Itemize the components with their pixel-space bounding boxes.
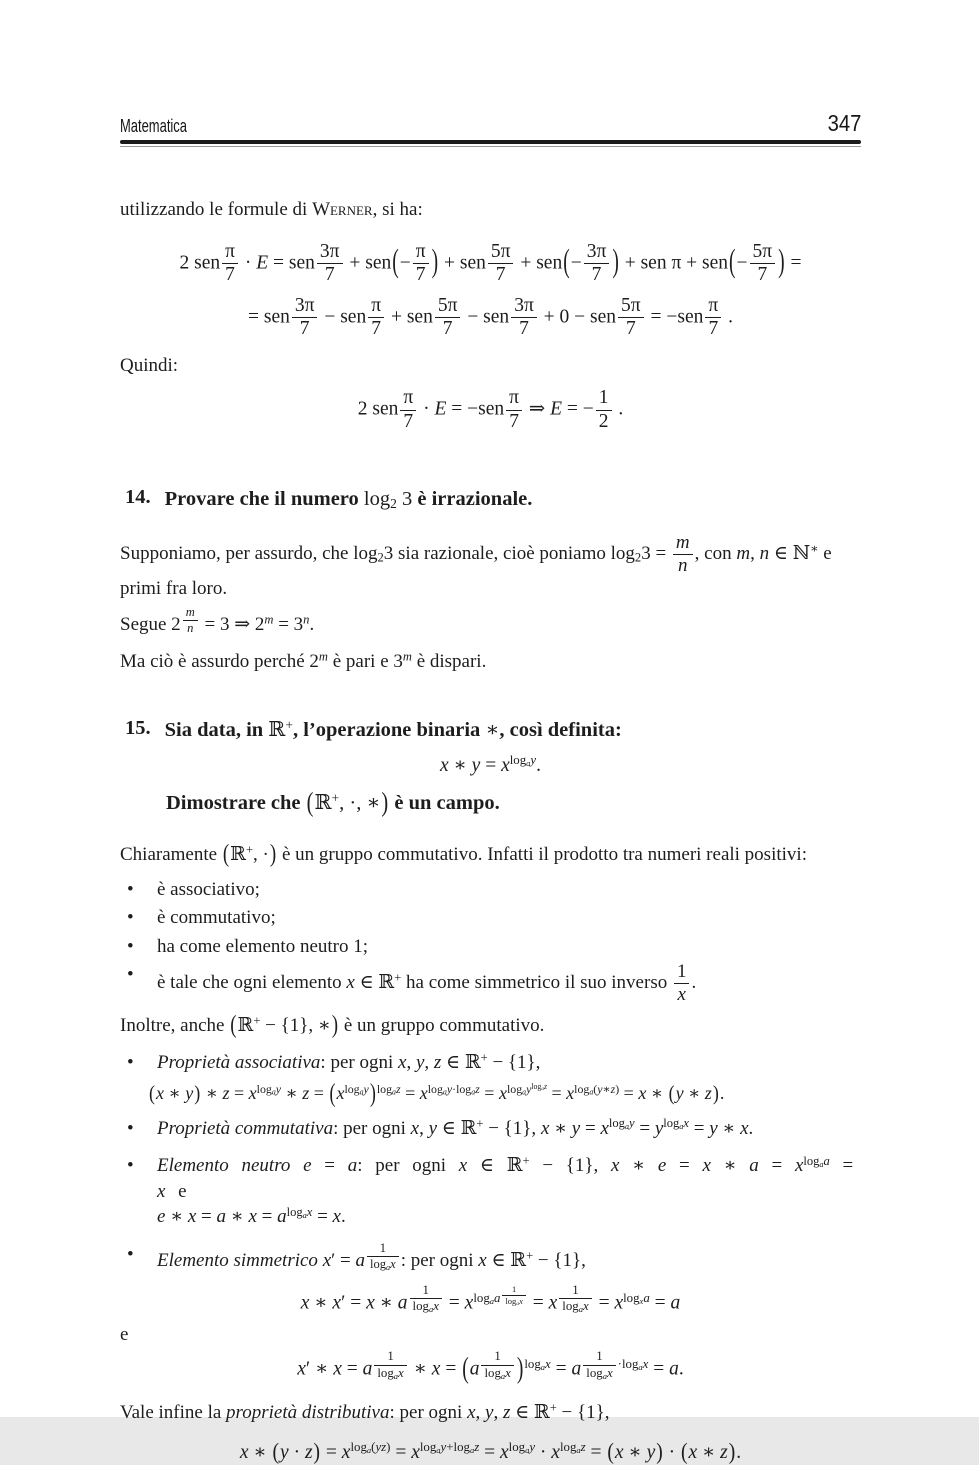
problem-14-paragraph-3: Ma ciò è assurdo perché 2$^m$ è pari e 3$^m$ è dispari. bbox=[120, 649, 487, 672]
werner-intro-line: utilizzando le formule di Werner, si ha: bbox=[120, 199, 423, 220]
proprieta-commutativa-text: Proprietà commutativa: per ogni x, y ∈ ℝ+ − {1}, x ∗ $y = x^{logay} = y^{logax} = y$ ∗ x. bbox=[157, 1116, 754, 1139]
elemento-neutro-line2: e ∗ x = a ∗ $x = a^{logax} = x$. bbox=[157, 1205, 346, 1228]
bullet-elemento-neutro bbox=[120, 934, 861, 960]
equation-result-E: 2 sen $\frac{\pi}{7}$ · E = −sen $\frac{\pi}{7}$ ⇒ E = − $\frac{1}{2}$ . bbox=[357, 387, 624, 432]
problem-15-subtitle: Dimostrare che (ℝ+, ·, ∗) è un campo. bbox=[166, 788, 500, 818]
problem-14-title: Provare che il numero log2 3 è irrazionale. bbox=[164, 488, 533, 511]
equation-operation-definition: x ∗ $y = x^{logay}$. bbox=[439, 753, 541, 776]
elemento-neutro-proof bbox=[157, 1153, 861, 1230]
bullet-icon bbox=[120, 962, 157, 1005]
header-rule bbox=[120, 140, 861, 144]
bullet-simmetrico-inverso-text: è tale che ogni elemento x ∈ ℝ+ ha come simmetrico il suo inverso $\frac{1}{x}$ . bbox=[157, 961, 697, 1006]
bullet-proprieta-commutativa bbox=[120, 1116, 861, 1142]
bullet-icon bbox=[120, 1116, 157, 1142]
problem-14-paragraph-2: Segue 2 $^{\frac{m}{n}}$ = 3 ⇒ $2^m = 3^n$. bbox=[120, 605, 315, 636]
bullet-commutativo-text: è commutativo; bbox=[157, 907, 276, 929]
equation-simmetrico-1: x ∗ x′ = x ∗ a $^{\frac{1}{\text{logax}}}$ = $x^{logaa ^{\frac{1}{\text{logax}}}}$ = x $^{\frac{1}{\text{logax}}}$ = $x^{logxa} = a$ bbox=[300, 1282, 681, 1314]
equation-werner-line2: = sen $\frac{3\pi}{7}$ − sen $\frac{\pi}{7}$ + sen $\frac{5\pi}{7}$ − sen $\frac{3\pi}{7}$ + 0 − sen $\frac{5\pi}{7}$ = −sen $\frac{\pi}{7}$ . bbox=[247, 294, 734, 339]
quindi-label: Quindi: bbox=[120, 355, 179, 377]
problem-14-paragraph-1: Supponiamo, per assurdo, che log23 sia razionale, cioè poniamo log23 = $\frac{m}{n}$ , con m, n ∈ ℕ∗ e primi fra loro. bbox=[120, 531, 832, 599]
problem-14-heading bbox=[125, 486, 861, 513]
problem-14-number: 14. bbox=[125, 486, 151, 508]
elemento-neutro-line1: Elemento neutro e = a: per ogni x ∈ ℝ+ − {1}, x ∗ e = x ∗ $a = x^{logaa} = x$ e bbox=[157, 1153, 854, 1202]
bullet-commutativo bbox=[120, 905, 861, 931]
chiaramente-line: Chiaramente (ℝ+, ·) è un gruppo commutativo. Infatti il prodotto tra numeri reali positivi: bbox=[120, 839, 807, 869]
elemento-simmetrico-label: Elemento simmetrico x′ = a $^{\frac{1}{\text{logax}}}$ : per ogni x ∈ ℝ+ − {1}, bbox=[157, 1241, 586, 1273]
page-header bbox=[120, 0, 861, 137]
bullet-proprieta-associativa bbox=[120, 1050, 861, 1076]
equation-werner-line1: 2 sen $\frac{\pi}{7}$ · E = sen $\frac{3\pi}{7}$ + sen(− $\frac{\pi}{7}$ ) + sen $\frac{5\pi}{7}$ + sen(− $\frac{3\pi}{7}$ ) + sen π + sen(− $\frac{5\pi}{7}$ ) = bbox=[179, 240, 802, 286]
problem-15-title: Sia data, in ℝ+, l’operazione binaria ∗, così definita: bbox=[164, 717, 622, 742]
bullet-icon bbox=[120, 1050, 157, 1076]
equation-distributiva: x ∗ $(y \cdot z) = x^{loga(yz)} = x^{logay+logaz} = x^{logay} \cdot x^{logaz} = (x$ ∗ y) · (x ∗ z). bbox=[239, 1439, 742, 1465]
bullet-associativo-text: è associativo; bbox=[157, 878, 260, 900]
header-rule-shadow bbox=[120, 146, 861, 147]
equation-simmetrico-2: x′ ∗ x = a $^{\frac{1}{\text{logax}}}$ ∗ x = (a $^{\frac{1}{\text{logax}}}$ )$^{logax}$ = a $^{\frac{1}{\text{logax}} \cdot logax}$ = a. bbox=[297, 1349, 684, 1385]
problem-15-number: 15. bbox=[125, 717, 151, 740]
page-number: 347 bbox=[827, 110, 861, 136]
bullet-elemento-neutro-proof bbox=[120, 1153, 861, 1230]
page-content bbox=[120, 0, 861, 1465]
bullet-icon bbox=[120, 1242, 157, 1273]
bullet-icon bbox=[120, 877, 157, 903]
proprieta-associativa-label: Proprietà associativa: per ogni x, y, z ∈ ℝ+ − {1}, bbox=[157, 1050, 541, 1073]
bullet-elemento-simmetrico bbox=[120, 1242, 861, 1273]
problem-15-heading bbox=[125, 717, 861, 744]
bullet-simmetrico-inverso bbox=[120, 962, 861, 1005]
vale-infine-line: Vale infine la proprietà distributiva: per ogni x, y, z ∈ ℝ+ − {1}, bbox=[120, 1400, 610, 1424]
bullet-icon bbox=[120, 905, 157, 931]
bullet-icon bbox=[120, 934, 157, 960]
running-head: Matematica bbox=[120, 116, 187, 136]
bullet-associativo bbox=[120, 877, 861, 903]
conjunction-e: e bbox=[120, 1323, 129, 1345]
bullet-icon bbox=[120, 1153, 157, 1230]
equation-associativa: (x ∗ y) ∗ $z = x^{logay}$ ∗ $z = (x^{logay})^{logaz} = x^{logay\cdot logaz} = x^{logay^{logaz}} = x^{loga(y∗z)} = x$ ∗ (y ∗ z). bbox=[149, 1078, 725, 1108]
inoltre-line: Inoltre, anche (ℝ+ − {1}, ∗) è un gruppo commutativo. bbox=[120, 1011, 545, 1040]
bullet-elemento-neutro-text: ha come elemento neutro 1; bbox=[157, 935, 369, 957]
